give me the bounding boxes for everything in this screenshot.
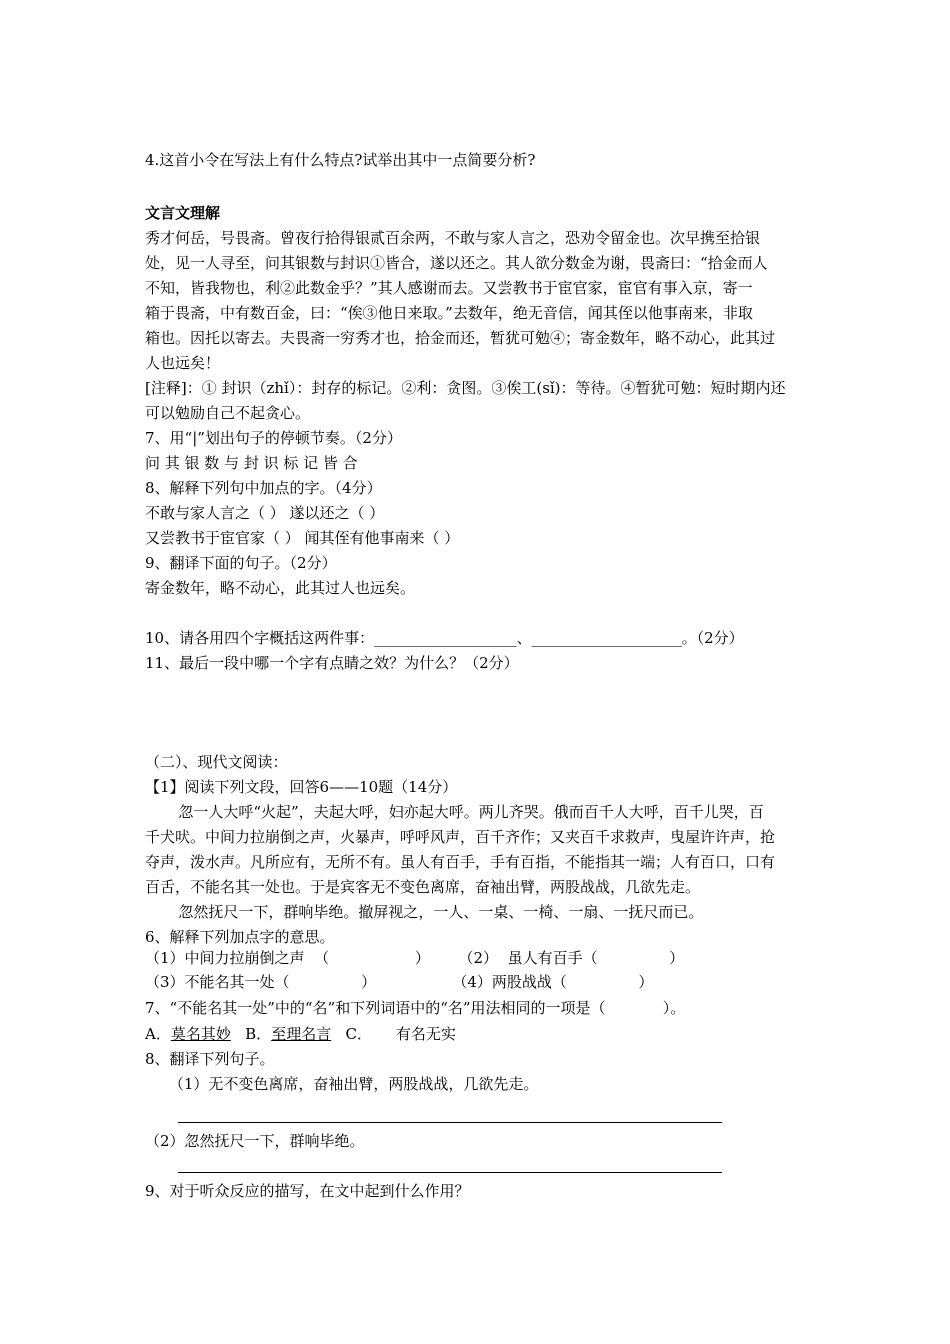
modern-question-7-options: [145, 1024, 456, 1044]
passage-line: 忽一人大呼“火起”，夫起大呼，妇亦起大呼。两儿齐哭。俄而百千人大呼，百千儿哭，百: [145, 803, 764, 821]
option-a: 莫名其妙: [170, 1025, 231, 1043]
modern-question-6: 6、解释下列加点字的意思。: [145, 928, 335, 946]
passage-line: 人也远矣！: [145, 354, 221, 372]
question-9: 9、翻译下面的句子。（2分）: [145, 554, 337, 572]
modern-question-9: 9、对于听众反应的描写，在文中起到什么作用？: [145, 1182, 470, 1200]
passage-line: 秀才何岳，号畏斋。曾夜行拾得银贰百余两，不敢与家人言之，恐劝令留金也。次早携至拾银: [145, 229, 761, 247]
passage-line: 夺声，泼水声。凡所应有，无所不有。虽人有百手，手有百指，不能指其一端；人有百口，口有: [145, 853, 776, 871]
option-b-label: B．: [230, 1025, 272, 1043]
section-heading-modern: （二）、现代文阅读：: [145, 753, 288, 771]
passage-line: 百舌，不能名其一处也。于是宾客无不变色离席，奋袖出臂，两股战战，几欲先走。: [145, 878, 701, 896]
option-c: C． 有名无实: [331, 1025, 456, 1043]
modern-question-8-sentence-1: （1）无不变色离席，奋袖出臂，两股战战，几欲先走。: [145, 1075, 539, 1093]
modern-question-8-sentence-2: （2）忽然抚尺一下，群响毕绝。: [145, 1132, 365, 1150]
modern-intro: 【1】阅读下列文段，回答6——10题（14分）: [145, 778, 458, 796]
passage-line: 处，见一人寻至，问其银数与封识①皆合，遂以还之。其人欲分数金为谢，畏斋曰：“拾金而人: [145, 254, 768, 272]
question-11: 11、最后一段中哪一个字有点睛之效？为什么？（2分）: [145, 654, 519, 672]
modern-question-6-line-1: （1）中间力拉崩倒之声 （ ） （2） 虽人有百手（ ）: [145, 949, 685, 967]
modern-question-8: 8、翻译下列句子。: [145, 1050, 275, 1068]
question-8: 8、解释下列句中加点的字。（4分）: [145, 479, 382, 497]
section-heading-classical: 文言文理解: [145, 204, 221, 222]
passage-line: 忽然抚尺一下，群响毕绝。撤屏视之，一人、一桌、一椅、一扇、一抚尺而已。: [145, 903, 704, 921]
modern-question-6-line-2: （3）不能名其一处（ ） （4）两股战战（ ）: [145, 973, 654, 991]
passage-line: 千犬吠。中间力拉崩倒之声，火暴声，呼呼风声，百千齐作；又夹百千求救声，曳屋许许声，抢: [145, 828, 776, 846]
note-line: 可以勉励自己不起贪心。: [145, 404, 311, 422]
question-10: 10、请各用四个字概括这两件事：___________________、____________________。（2分）: [145, 629, 744, 647]
passage-line: 箱也。因托以寄去。夫畏斋一穷秀才也，拾金而还，暂犹可勉④；寄金数年，略不动心，此其过: [145, 329, 776, 347]
answer-line: [178, 1122, 722, 1123]
question-7-sentence: 问 其 银 数 与 封 识 标 记 皆 合: [145, 454, 358, 472]
option-b: 至理名言: [271, 1025, 332, 1043]
modern-question-7: 7、“不能名其一处”中的“名”和下列词语中的“名”用法相同的一项是（ ）。: [145, 999, 686, 1017]
answer-line: [178, 1172, 722, 1173]
question-9-sentence: 寄金数年，略不动心，此其过人也远矣。: [145, 579, 416, 597]
option-a-label: A．: [145, 1025, 171, 1043]
note-line: [注释]：① 封识（zhǐ）：封存的标记。②利：贪图。③俟工(sǐ)：等待。④暂犹可勉：短时期内还: [145, 379, 786, 397]
passage-line: 不知，皆我物也，利②此数金乎？”其人感谢而去。又尝教书于宦官家，宦官有事入京，寄一: [145, 279, 753, 297]
passage-line: 箱于畏斋，中有数百金，曰：“俟③他日来取。”去数年，绝无音信，闻其侄以他事南来，非取: [145, 304, 753, 322]
question-7: 7、用“|”划出句子的停顿节奏。（2分）: [145, 429, 402, 447]
question-4: 4.这首小令在写法上有什么特点?试举出其中一点简要分析?: [145, 151, 536, 169]
question-8-line-2: 又尝教书于宦官家（ ） 闻其侄有他事南来（ ）: [145, 529, 460, 547]
question-8-line-1: 不敢与家人言之（ ） 遂以还之（ ）: [145, 504, 385, 522]
